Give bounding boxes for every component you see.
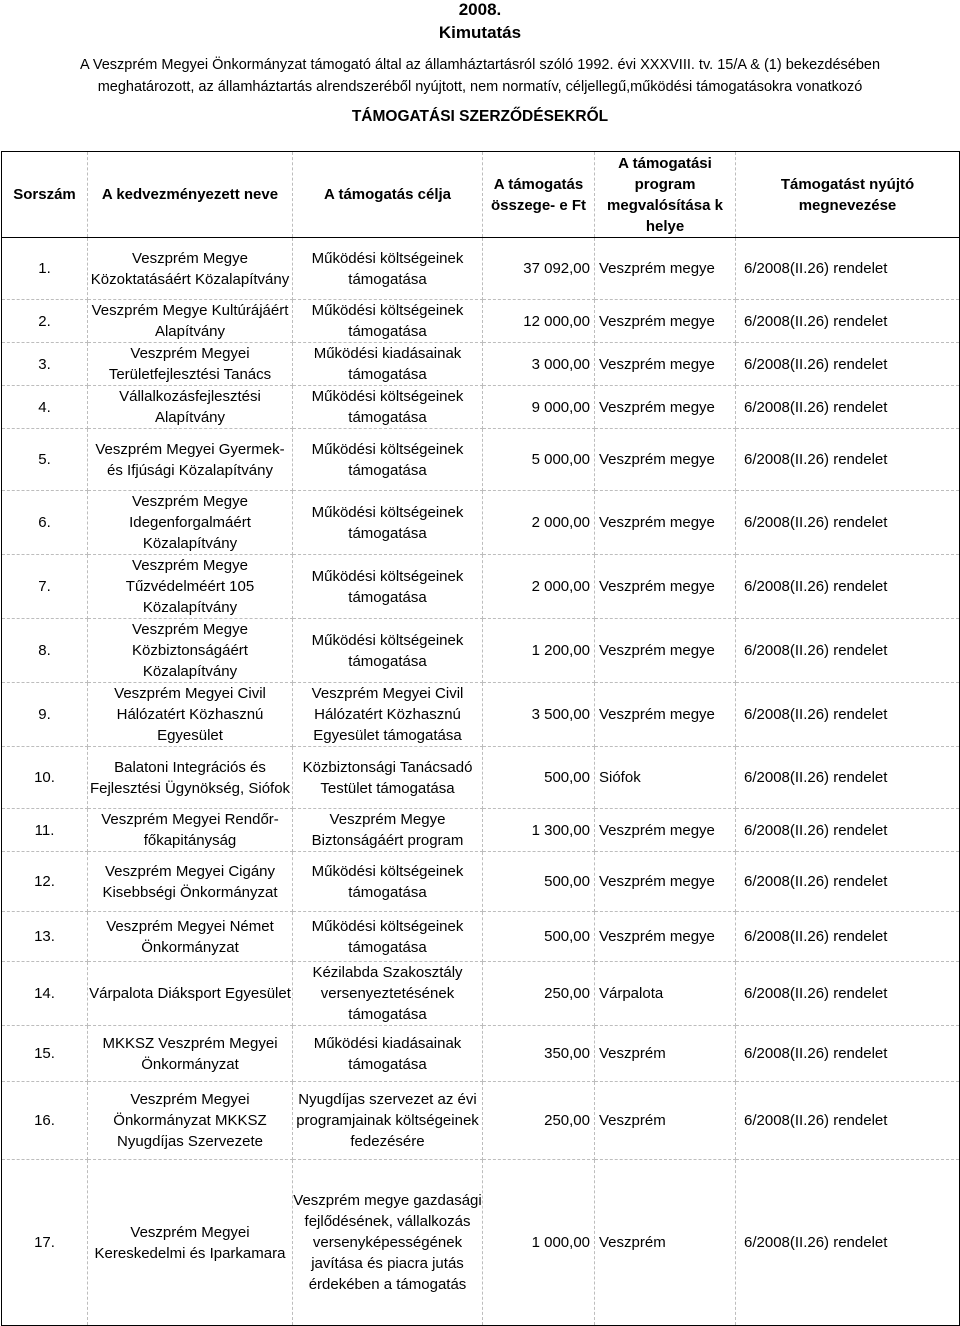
row-hely: Veszprém: [595, 1160, 736, 1326]
row-cel: Működési kiadásainak támogatása: [293, 1026, 483, 1082]
table-row: [2, 619, 960, 683]
row-osszeg: 500,00: [483, 912, 595, 962]
row-cel: Működési költségeinek támogatása: [293, 555, 483, 619]
row-hely: Veszprém megye: [595, 912, 736, 962]
row-osszeg: 1 000,00: [483, 1160, 595, 1326]
row-hely: Veszprém megye: [595, 343, 736, 386]
table-row: [2, 1160, 960, 1326]
row-osszeg: 500,00: [483, 747, 595, 809]
row-sorszam: 12.: [2, 852, 88, 912]
table-row: [2, 852, 960, 912]
row-nyujto: 6/2008(II.26) rendelet: [736, 429, 960, 491]
table-row: [2, 747, 960, 809]
table-row: [2, 1082, 960, 1160]
row-osszeg: 3 500,00: [483, 683, 595, 747]
row-kedvezmenyezett: Veszprém Megyei Cigány Kisebbségi Önkormányzat: [88, 852, 293, 912]
row-nyujto: 6/2008(II.26) rendelet: [736, 852, 960, 912]
row-nyujto: 6/2008(II.26) rendelet: [736, 683, 960, 747]
table-row: [2, 429, 960, 491]
row-osszeg: 1 200,00: [483, 619, 595, 683]
row-sorszam: 11.: [2, 809, 88, 852]
row-nyujto: 6/2008(II.26) rendelet: [736, 619, 960, 683]
row-nyujto: 6/2008(II.26) rendelet: [736, 238, 960, 300]
row-hely: Siófok: [595, 747, 736, 809]
row-cel: Működési költségeinek támogatása: [293, 300, 483, 343]
table-row: [2, 238, 960, 300]
row-kedvezmenyezett: Veszprém Megyei Kereskedelmi és Iparkamara: [88, 1160, 293, 1326]
row-cel: Közbiztonsági Tanácsadó Testület támogatása: [293, 747, 483, 809]
row-kedvezmenyezett: Veszprém Megye Kultúrájáért Alapítvány: [88, 300, 293, 343]
row-sorszam: 1.: [2, 238, 88, 300]
row-nyujto: 6/2008(II.26) rendelet: [736, 491, 960, 555]
row-sorszam: 15.: [2, 1026, 88, 1082]
row-cel: Kézilabda Szakosztály versenyeztetésének támogatása: [293, 962, 483, 1026]
row-osszeg: 1 300,00: [483, 809, 595, 852]
row-nyujto: 6/2008(II.26) rendelet: [736, 747, 960, 809]
header-osszeg: A támogatás összege- e Ft: [483, 152, 595, 238]
row-cel: Működési kiadásainak támogatása: [293, 343, 483, 386]
row-osszeg: 250,00: [483, 1082, 595, 1160]
row-sorszam: 7.: [2, 555, 88, 619]
row-cel: Működési költségeinek támogatása: [293, 852, 483, 912]
header-nyujto: Támogatást nyújtó megnevezése: [736, 152, 960, 238]
row-hely: Veszprém megye: [595, 809, 736, 852]
row-cel: Veszprém Megye Biztonságáért program: [293, 809, 483, 852]
header-kedvezmenyezett: A kedvezményezett neve: [88, 152, 293, 238]
row-kedvezmenyezett: Veszprém Megyei Német Önkormányzat: [88, 912, 293, 962]
row-cel: Működési költségeinek támogatása: [293, 491, 483, 555]
row-cel: Működési költségeinek támogatása: [293, 238, 483, 300]
row-nyujto: 6/2008(II.26) rendelet: [736, 962, 960, 1026]
row-hely: Veszprém: [595, 1082, 736, 1160]
row-nyujto: 6/2008(II.26) rendelet: [736, 1082, 960, 1160]
row-cel: Működési költségeinek támogatása: [293, 619, 483, 683]
row-cel: Veszprém megye gazdasági fejlődésének, vállalkozás versenyképességének javítása és piacra jutás érdekében a támogatás: [293, 1160, 483, 1326]
document-year: 2008.: [458, 0, 502, 19]
row-cel: Működési költségeinek támogatása: [293, 912, 483, 962]
row-hely: Várpalota: [595, 962, 736, 1026]
row-nyujto: 6/2008(II.26) rendelet: [736, 343, 960, 386]
table-row: [2, 809, 960, 852]
row-kedvezmenyezett: Veszprém Megyei Rendőr-főkapitányság: [88, 809, 293, 852]
row-kedvezmenyezett: Veszprém Megyei Területfejlesztési Tanács: [88, 343, 293, 386]
row-sorszam: 8.: [2, 619, 88, 683]
row-osszeg: 5 000,00: [483, 429, 595, 491]
row-nyujto: 6/2008(II.26) rendelet: [736, 912, 960, 962]
row-osszeg: 500,00: [483, 852, 595, 912]
row-osszeg: 2 000,00: [483, 555, 595, 619]
table-row: [2, 962, 960, 1026]
row-osszeg: 2 000,00: [483, 491, 595, 555]
row-sorszam: 16.: [2, 1082, 88, 1160]
row-nyujto: 6/2008(II.26) rendelet: [736, 300, 960, 343]
row-kedvezmenyezett: Veszprém Megye Idegenforgalmáért Közalapítvány: [88, 491, 293, 555]
row-kedvezmenyezett: Veszprém Megyei Önkormányzat MKKSZ Nyugdíjas Szervezete: [88, 1082, 293, 1160]
row-cel: Nyugdíjas szervezet az évi programjainak költségeinek fedezésére: [293, 1082, 483, 1160]
row-kedvezmenyezett: Veszprém Megyei Civil Hálózatért Közhasznú Egyesület: [88, 683, 293, 747]
row-hely: Veszprém megye: [595, 238, 736, 300]
row-sorszam: 9.: [2, 683, 88, 747]
table-row: [2, 386, 960, 429]
row-kedvezmenyezett: Balatoni Integrációs és Fejlesztési Ügynökség, Siófok: [88, 747, 293, 809]
row-nyujto: 6/2008(II.26) rendelet: [736, 809, 960, 852]
row-cel: Működési költségeinek támogatása: [293, 429, 483, 491]
row-kedvezmenyezett: Várpalota Diáksport Egyesület: [88, 962, 293, 1026]
row-sorszam: 10.: [2, 747, 88, 809]
header-hely: A támogatási program megvalósítása k helye: [595, 152, 736, 238]
row-nyujto: 6/2008(II.26) rendelet: [736, 555, 960, 619]
table-row: [2, 555, 960, 619]
header-cel: A támogatás célja: [293, 152, 483, 238]
row-hely: Veszprém megye: [595, 300, 736, 343]
row-osszeg: 37 092,00: [483, 238, 595, 300]
document-subtitle-line-1: A Veszprém Megyei Önkormányzat támogató által az államháztartásról szóló 1992. évi XXXVIII. tv. 15/A & (1) bekezdésében: [79, 57, 881, 73]
row-sorszam: 17.: [2, 1160, 88, 1326]
row-osszeg: 9 000,00: [483, 386, 595, 429]
row-hely: Veszprém megye: [595, 555, 736, 619]
table-row: [2, 491, 960, 555]
row-kedvezmenyezett: MKKSZ Veszprém Megyei Önkormányzat: [88, 1026, 293, 1082]
row-sorszam: 2.: [2, 300, 88, 343]
row-hely: Veszprém megye: [595, 429, 736, 491]
row-osszeg: 12 000,00: [483, 300, 595, 343]
row-cel: Veszprém Megyei Civil Hálózatért Közhasznú Egyesület támogatása: [293, 683, 483, 747]
row-sorszam: 3.: [2, 343, 88, 386]
row-osszeg: 3 000,00: [483, 343, 595, 386]
row-hely: Veszprém megye: [595, 683, 736, 747]
row-hely: Veszprém: [595, 1026, 736, 1082]
header-sorszam: Sorszám: [2, 152, 88, 238]
document-subtitle-line-2: meghatározott, az államháztartás alrendszeréből nyújtott, nem normatív, céljellegű,működési támogatásokra vonatkozó: [97, 79, 863, 95]
row-sorszam: 13.: [2, 912, 88, 962]
row-nyujto: 6/2008(II.26) rendelet: [736, 1160, 960, 1326]
table-row: [2, 912, 960, 962]
row-nyujto: 6/2008(II.26) rendelet: [736, 1026, 960, 1082]
row-nyujto: 6/2008(II.26) rendelet: [736, 386, 960, 429]
row-sorszam: 5.: [2, 429, 88, 491]
row-kedvezmenyezett: Veszprém Megye Közoktatásáért Közalapítvány: [88, 238, 293, 300]
table-row: [2, 300, 960, 343]
table-row: [2, 1026, 960, 1082]
row-hely: Veszprém megye: [595, 852, 736, 912]
row-sorszam: 14.: [2, 962, 88, 1026]
row-kedvezmenyezett: Veszprém Megyei Gyermek- és Ifjúsági Közalapítvány: [88, 429, 293, 491]
row-hely: Veszprém megye: [595, 386, 736, 429]
row-sorszam: 4.: [2, 386, 88, 429]
document-title: Kimutatás: [438, 23, 522, 42]
row-sorszam: 6.: [2, 491, 88, 555]
row-hely: Veszprém megye: [595, 619, 736, 683]
row-cel: Működési költségeinek támogatása: [293, 386, 483, 429]
row-kedvezmenyezett: Vállalkozásfejlesztési Alapítvány: [88, 386, 293, 429]
row-kedvezmenyezett: Veszprém Megye Tűzvédelméért 105 Közalapítvány: [88, 555, 293, 619]
table-row: [2, 343, 960, 386]
document-subtitle-line-3: TÁMOGATÁSI SZERZŐDÉSEKRŐL: [351, 108, 609, 125]
row-osszeg: 350,00: [483, 1026, 595, 1082]
row-kedvezmenyezett: Veszprém Megye Közbiztonságáért Közalapítvány: [88, 619, 293, 683]
grants-table: [1, 151, 960, 1326]
table-row: [2, 683, 960, 747]
row-osszeg: 250,00: [483, 962, 595, 1026]
table-header-row: [2, 152, 960, 238]
row-hely: Veszprém megye: [595, 491, 736, 555]
